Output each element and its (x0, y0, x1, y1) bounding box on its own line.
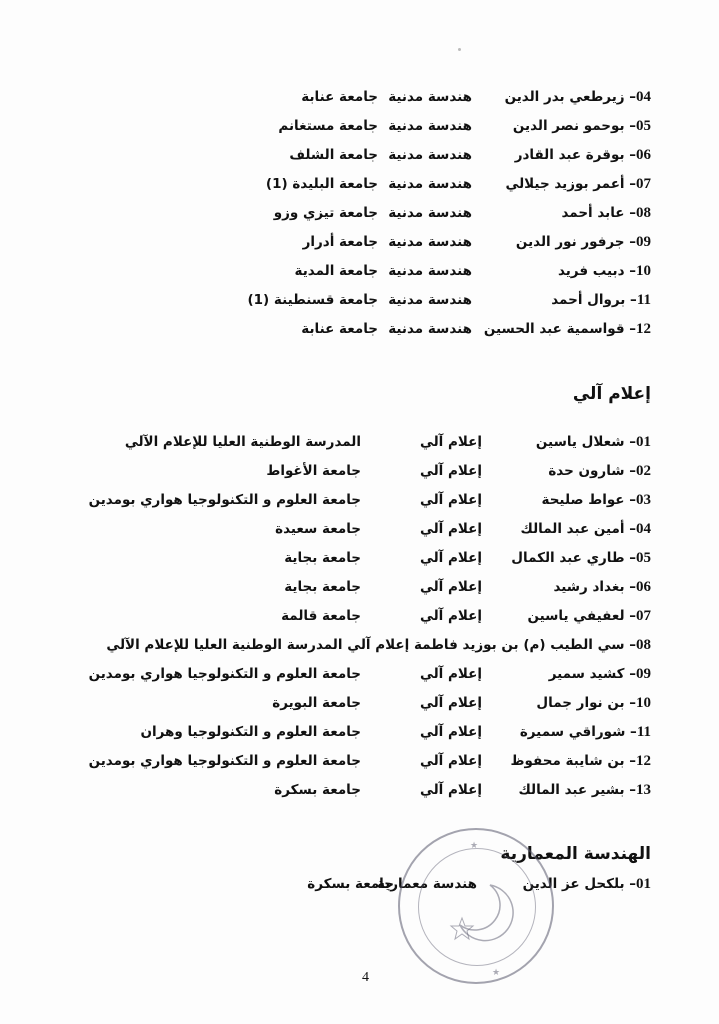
institution: جامعة مستغانم (278, 118, 378, 134)
item-number: 09 (636, 234, 651, 250)
institution: جامعة الأغواط (266, 463, 361, 479)
list-item: 03– عواط صليحة إعلام آلي جامعة العلوم و التكنولوجيا هواري بومدين (88, 492, 651, 508)
specialty: إعلام آلي (419, 521, 482, 537)
specialty: إعلام آلي (419, 695, 482, 711)
item-number: 12 (636, 321, 651, 337)
institution: المدرسة الوطنية العليا للإعلام الآلي (106, 637, 343, 653)
person-name: لعفيفي ياسين (527, 608, 625, 624)
specialty: إعلام آلي (419, 463, 482, 479)
list-item: 07– أعمر بوزيد جيلالي هندسة مدنية جامعة البليدة (1) (265, 176, 651, 192)
institution: جامعة أدرار (302, 234, 378, 250)
list-item: 12– قواسمية عبد الحسين هندسة مدنية جامعة عنابة (301, 321, 651, 337)
item-number: 04 (636, 521, 651, 537)
list-item: 06– بوقرة عبد القادر هندسة مدنية جامعة الشلف (289, 147, 651, 163)
person-name: بشير عبد المالك (518, 782, 625, 798)
specialty: إعلام آلي (419, 579, 482, 595)
specialty: إعلام آلي (419, 492, 482, 508)
person-name: بروال أحمد (551, 292, 626, 308)
person-name: جرفور نور الدين (515, 234, 625, 250)
institution: جامعة قالمة (281, 608, 361, 624)
svg-text:★: ★ (492, 968, 501, 978)
item-number: 01 (636, 876, 651, 892)
list-item: 07– لعفيفي ياسين إعلام آلي جامعة قالمة (281, 608, 651, 624)
person-name: شوراقي سميرة (519, 724, 626, 740)
list-item: 13– بشير عبد المالك إعلام آلي جامعة بسكرة (274, 782, 651, 798)
institution: جامعة العلوم و التكنولوجيا هواري بومدين (88, 753, 361, 769)
item-number: 06 (636, 579, 651, 595)
institution: جامعة المدية (294, 263, 378, 279)
specialty: إعلام آلي (419, 608, 482, 624)
institution: جامعة البليدة (1) (265, 176, 378, 192)
list-item: 09– كشيد سمير إعلام آلي جامعة العلوم و التكنولوجيا هواري بومدين (88, 666, 651, 682)
list-item: 06– بغداد رشيد إعلام آلي جامعة بجاية (284, 579, 651, 595)
list-item: 01– بلكحل عز الدين هندسة معمارية جامعة بسكرة (307, 876, 651, 892)
list-item: 05– طاري عبد الكمال إعلام آلي جامعة بجاية (284, 550, 651, 566)
list-item: 10– دبيب فريد هندسة مدنية جامعة المدية (294, 263, 651, 279)
person-name: بغداد رشيد (553, 579, 625, 595)
specialty: هندسة مدنية (388, 205, 472, 221)
institution: جامعة بجاية (284, 579, 361, 595)
item-number: 05 (636, 550, 651, 566)
item-number: 06 (636, 147, 651, 163)
item-number: 04 (636, 89, 651, 105)
item-number: 10 (636, 263, 651, 279)
institution: جامعة بسكرة (307, 876, 394, 892)
person-name: عواط صليحة (541, 492, 625, 508)
specialty: إعلام آلي (419, 753, 482, 769)
list-item: 04– زيرطعي بدر الدين هندسة مدنية جامعة عنابة (301, 89, 651, 105)
specialty: هندسة مدنية (388, 89, 472, 105)
list-item: 02– شارون حدة إعلام آلي جامعة الأغواط (266, 463, 651, 479)
person-name: أمين عبد المالك (520, 521, 625, 537)
institution: جامعة العلوم و التكنولوجيا هواري بومدين (88, 492, 361, 508)
list-item: 09– جرفور نور الدين هندسة مدنية جامعة أدرار (302, 234, 651, 250)
official-stamp (398, 828, 554, 984)
person-name: سي الطيب (م) بن بوزيد فاطمة (413, 637, 625, 653)
person-name: زيرطعي بدر الدين (504, 89, 625, 105)
item-number: 08 (636, 637, 651, 653)
star-crescent-emblem-icon (400, 830, 552, 982)
institution: جامعة تيزي وزو (273, 205, 378, 221)
list-item: 12– بن شايبة محفوظ إعلام آلي جامعة العلوم و التكنولوجيا هواري بومدين (88, 753, 651, 769)
person-name: بن شايبة محفوظ (510, 753, 625, 769)
list-item: 08– عابد أحمد هندسة مدنية جامعة تيزي وزو (273, 205, 651, 221)
item-number: 11 (636, 724, 651, 740)
specialty: هندسة مدنية (388, 118, 472, 134)
institution: جامعة العلوم و التكنولوجيا وهران (140, 724, 361, 740)
item-number: 08 (636, 205, 651, 221)
item-number: 11 (636, 292, 651, 308)
item-number: 10 (636, 695, 651, 711)
person-name: بلكحل عز الدين (522, 876, 625, 892)
institution: جامعة عنابة (301, 321, 378, 337)
person-name: شارون حدة (548, 463, 625, 479)
list-item: 04– أمين عبد المالك إعلام آلي جامعة سعيدة (275, 521, 651, 537)
person-name: عابد أحمد (561, 205, 625, 221)
specialty: إعلام آلي (419, 434, 482, 450)
institution: المدرسة الوطنية العليا للإعلام الآلي (124, 434, 361, 450)
list-item: 11– بروال أحمد هندسة مدنية جامعة قسنطينة (1) (247, 292, 651, 308)
person-name: بن نوار جمال (536, 695, 625, 711)
institution: جامعة العلوم و التكنولوجيا هواري بومدين (88, 666, 361, 682)
item-number: 07 (636, 176, 651, 192)
item-number: 01 (636, 434, 651, 450)
list-item: 11– شوراقي سميرة إعلام آلي جامعة العلوم و التكنولوجيا وهران (140, 724, 651, 740)
specialty: هندسة مدنية (388, 234, 472, 250)
list-item: 01– شعلال ياسين إعلام آلي المدرسة الوطنية العليا للإعلام الآلي (124, 434, 651, 450)
item-number: 13 (636, 782, 651, 798)
specialty: هندسة مدنية (388, 263, 472, 279)
person-name: بوحمو نصر الدين (512, 118, 625, 134)
svg-text:★: ★ (470, 841, 479, 851)
section-title-computer-science: إعلام آلي (572, 384, 651, 404)
item-number: 12 (636, 753, 651, 769)
person-name: كشيد سمير (548, 666, 625, 682)
institution: جامعة عنابة (301, 89, 378, 105)
section-title-architecture: الهندسة المعمارية (500, 844, 651, 864)
item-number: 09 (636, 666, 651, 682)
institution: جامعة سعيدة (275, 521, 361, 537)
specialty: هندسة مدنية (388, 147, 472, 163)
institution: جامعة البويرة (272, 695, 361, 711)
specialty: هندسة معمارية (377, 876, 477, 892)
specialty: إعلام آلي (419, 550, 482, 566)
scan-speck (458, 48, 461, 51)
item-number: 02 (636, 463, 651, 479)
list-item: 05– بوحمو نصر الدين هندسة مدنية جامعة مستغانم (278, 118, 651, 134)
page-number: 4 (362, 970, 369, 985)
list-item: 10– بن نوار جمال إعلام آلي جامعة البويرة (272, 695, 651, 711)
person-name: بوقرة عبد القادر (514, 147, 625, 163)
list-item: 08– سي الطيب (م) بن بوزيد فاطمة إعلام آلي المدرسة الوطنية العليا للإعلام الآلي (106, 637, 651, 653)
person-name: شعلال ياسين (535, 434, 625, 450)
institution: جامعة قسنطينة (1) (247, 292, 378, 308)
specialty: هندسة مدنية (388, 292, 472, 308)
person-name: أعمر بوزيد جيلالي (505, 176, 625, 192)
specialty: إعلام آلي (419, 666, 482, 682)
institution: جامعة بجاية (284, 550, 361, 566)
item-number: 05 (636, 118, 651, 134)
item-number: 07 (636, 608, 651, 624)
item-number: 03 (636, 492, 651, 508)
person-name: قواسمية عبد الحسين (483, 321, 625, 337)
specialty: إعلام آلي (419, 782, 482, 798)
specialty: هندسة مدنية (388, 176, 472, 192)
specialty: هندسة مدنية (388, 321, 472, 337)
institution: جامعة الشلف (289, 147, 378, 163)
specialty: إعلام آلي (419, 724, 482, 740)
person-name: طاري عبد الكمال (511, 550, 625, 566)
person-name: دبيب فريد (557, 263, 625, 279)
specialty: إعلام آلي (347, 637, 410, 653)
institution: جامعة بسكرة (274, 782, 361, 798)
